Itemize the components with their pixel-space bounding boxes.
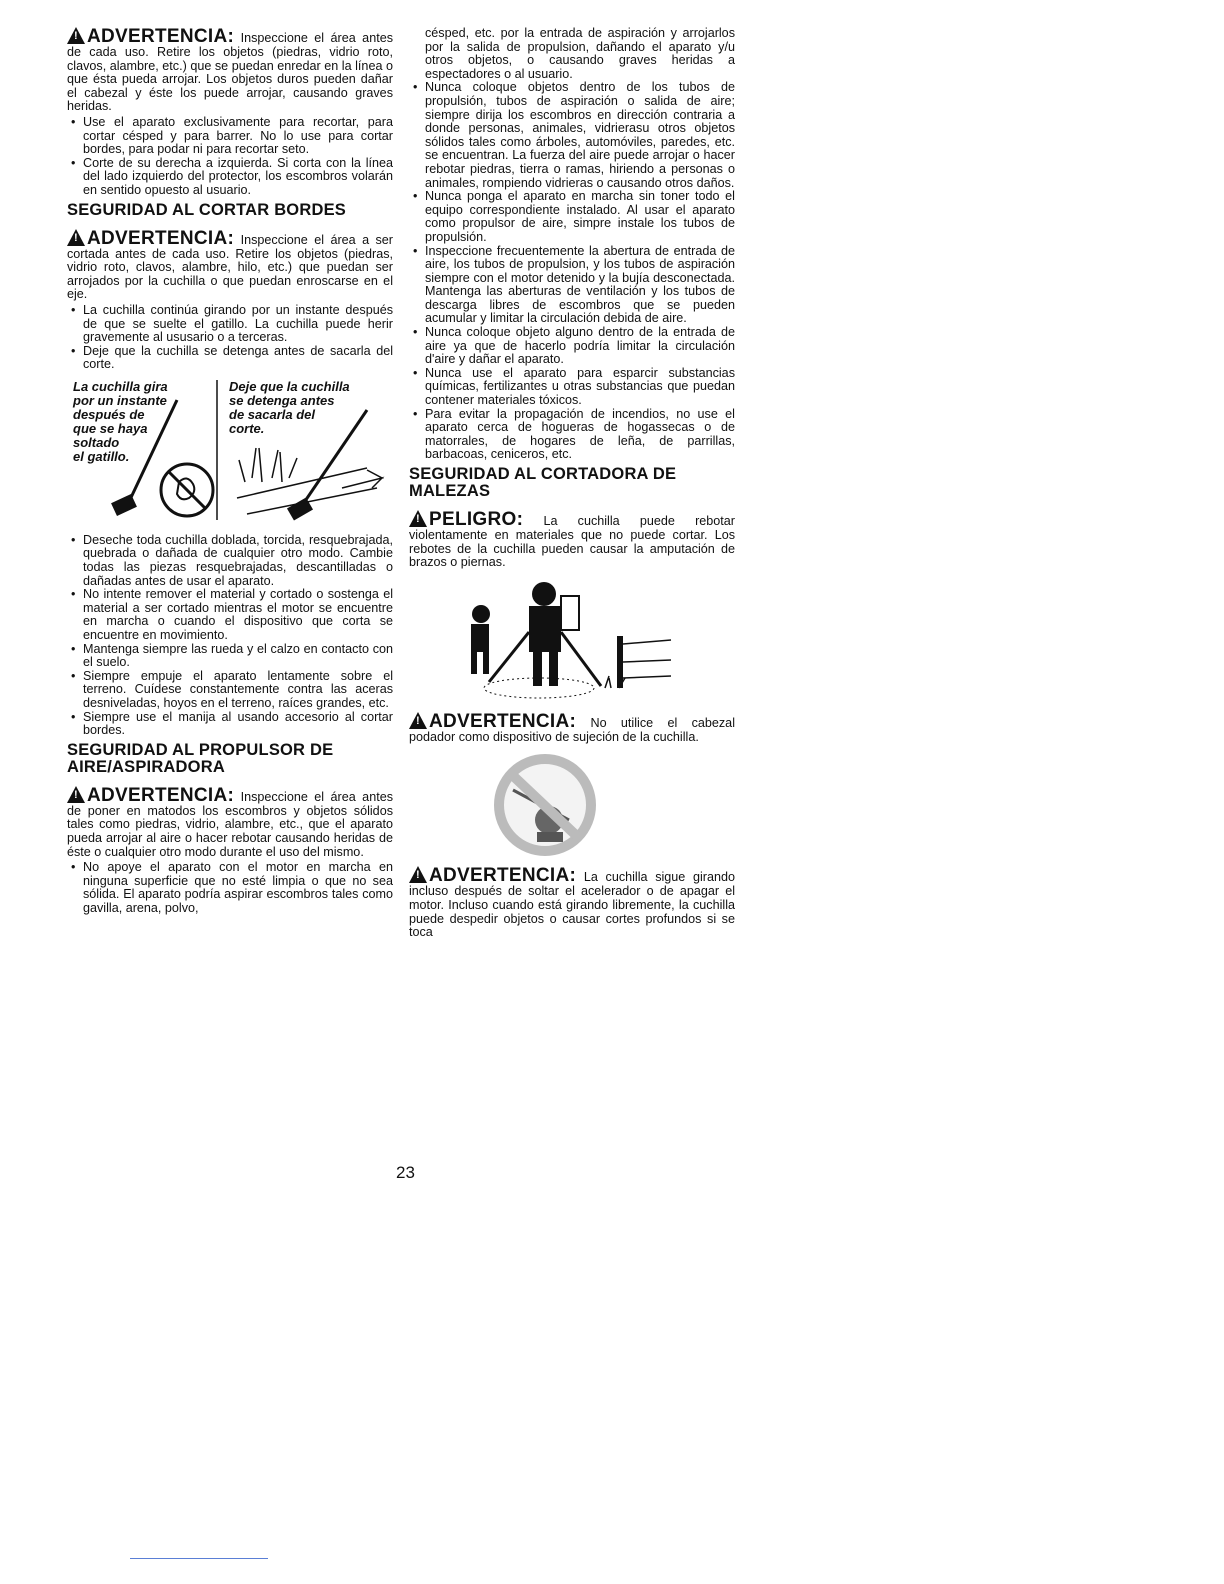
danger-notice: !PELIGRO: La cuchilla puede rebotar violentamente en materiales que no puede cortar. Los rebotes de la cuchilla pueden causar la amputación de brazos o piernas. bbox=[409, 510, 735, 570]
left-column bbox=[67, 27, 393, 916]
edger-blade-figure bbox=[67, 378, 393, 528]
list-item: • La cuchilla continúa girando por un instante después de que se suelte el gatillo. La cuchilla puede herir gravemente al ususario o a terceras. bbox=[67, 304, 393, 345]
no-trimmer-head-icon bbox=[409, 750, 735, 860]
bullet-list-1 bbox=[67, 116, 393, 198]
bullet-list-4 bbox=[67, 861, 393, 915]
figure-caption-left: La cuchilla gira por un instante después de que se haya soltado el gatillo. bbox=[73, 378, 168, 464]
footer-rule bbox=[130, 1558, 268, 1559]
list-item: • Siempre use el manija al usando accesorio al cortar bordes. bbox=[67, 711, 393, 738]
operator-figure bbox=[409, 576, 735, 706]
list-item: • Siempre empuje el aparato lentamente sobre el terreno. Cuídese constantemente contra las aceras desniveladas, hoyos en el terreno, raíces grandes, etc. bbox=[67, 670, 393, 711]
warning-2: !ADVERTENCIA: Inspeccione el área a ser cortada antes de cada uso. Retire los objetos (piedras, vidrio roto, clavos, alambre, hilo, etc.) que puedan ser arrojados por la cuchilla o que puedan enroscarse en el eje. bbox=[67, 229, 393, 302]
list-item: • Nunca ponga el aparato en marcha sin toner todo el equipo correspondiente instalado. Al usar el aparato como propulsor de aire, simpre instale los tubos de propulsión. bbox=[409, 190, 735, 244]
bullet-list-5 bbox=[409, 81, 735, 462]
prohibition-figure bbox=[409, 750, 735, 860]
warning-5: !ADVERTENCIA: La cuchilla sigue girando incluso después de soltar el acelerador o de apagar el motor. Incluso cuando está girando libremente, la cuchilla puede despedir objetos o causar cortes profundos si se toca bbox=[409, 866, 735, 939]
list-item: • Use el aparato exclusivamente para recortar, para cortar césped y para barrer. No lo use para cortar bordes, para podar ni para recortar seto. bbox=[67, 116, 393, 157]
list-item: • No intente remover el material y cortado o sostenga el material a ser cortado mientras el motor se encuentre en marcha o cuando el dispositivo que corta se encuentre en movimiento. bbox=[67, 588, 393, 642]
bullet-list-3 bbox=[67, 534, 393, 738]
warning-triangle-icon bbox=[409, 712, 427, 729]
edger-illustration bbox=[67, 378, 393, 528]
section-heading-blower: SEGURIDAD AL PROPULSOR DE AIRE/ASPIRADORA bbox=[67, 740, 334, 776]
operator-bystander-illustration bbox=[409, 576, 735, 706]
list-item: • Nunca coloque objetos dentro de los tubos de propulsión, tubos de aspiración o salida de aire; siempre dirija los escombros en dirección contraria a donde personas, animales, vidrierasu otros objetos sólidos tales como árboles, automóviles, paredes, etc. se encuentran. La fuerza del aire puede arrojar o hacer rebotar piedras, tierra o ramas, hiriendo a personas o animales, rompiendo vidrieras o causando otros daños. bbox=[409, 81, 735, 190]
warning-4: !ADVERTENCIA: No utilice el cabezal podador como dispositivo de sujeción de la cuchilla. bbox=[409, 712, 735, 745]
list-item: • Deje que la cuchilla se detenga antes de sacarla del corte. bbox=[67, 345, 393, 372]
warning-3: !ADVERTENCIA: Inspeccione el área antes de poner en matodos los escombros y objetos sólidos tales como piedras, vidrio, alambre, etc., que el aparato pueda arrojar al aire o hacer rebotar causando heridas de éste o cualquier otro modo durante el uso del mismo. bbox=[67, 786, 393, 859]
list-item: • Para evitar la propagación de incendios, no use el aparato cerca de hogueras de hogassecas o de matorrales, de hogares de leña, de parrillas, barbacoas, ceniceros, etc. bbox=[409, 408, 735, 462]
warning-1: !ADVERTENCIA: Inspeccione el área antes de cada uso. Retire los objetos (piedras, vidrio roto, clavos, alambre, etc.) que se puedan enredar en la línea o que ésta pueda arrojar. Los objetos duros pueden dañar el cabezal y éste los puede arrojar, causando graves heridas. bbox=[67, 27, 393, 114]
list-item: • Nunca use el aparato para esparcir substancias químicas, fertilizantes u otras substancias que puedan contener materiales tóxicos. bbox=[409, 367, 735, 408]
page-number: 23 bbox=[396, 1163, 415, 1182]
figure-caption-right: Deje que la cuchilla se detenga antes de sacarla del corte. bbox=[229, 378, 350, 436]
warning-triangle-icon bbox=[67, 786, 85, 803]
section-heading-brushcutter: SEGURIDAD AL CORTADORA DE MALEZAS bbox=[409, 465, 677, 500]
list-item: • Mantenga siempre las rueda y el calzo en contacto con el suelo. bbox=[67, 643, 393, 670]
continued-text: césped, etc. por la entrada de aspiración y arrojarlos por la salida de propulsion, dañando el aparato y/u otros objetos, o causando graves heridas a espectadores o al usuario. bbox=[425, 26, 735, 81]
warning-triangle-icon bbox=[409, 866, 427, 883]
section-heading-edging: SEGURIDAD AL CORTAR BORDES bbox=[67, 200, 346, 219]
list-item: • Inspeccione frecuentemente la abertura de entrada de aire, los tubos de propulsion, y los tubos de aspiración siempre con el motor detenido y la bujía desconectada. Mantenga las aberturas de ventilación y los tubos de descarga libres de escombros que se pueden acumular y limitar la circulación debida de aire. bbox=[409, 245, 735, 327]
right-column bbox=[409, 27, 735, 942]
warning-triangle-icon bbox=[67, 27, 85, 44]
list-item: • Nunca coloque objeto alguno dentro de la entrada de aire ya que de hacerlo podría limitar la circulación d'aire y dañar el aparato. bbox=[409, 326, 735, 367]
warning-triangle-icon bbox=[67, 229, 85, 246]
bullet-list-2 bbox=[67, 304, 393, 372]
list-item: • No apoye el aparato con el motor en marcha en ninguna superficie que no esté limpia o que no sea sólida. El aparato podría aspirar escombros tales como gavilla, arena, polvo, bbox=[67, 861, 393, 915]
warning-triangle-icon bbox=[409, 510, 427, 527]
list-item: • Deseche toda cuchilla doblada, torcida, resquebrajada, quebrada o dañada de cualquier otro modo. Cambie todas las piezas resquebrajadas, descantilladas o dañadas antes de usar el aparato. bbox=[67, 534, 393, 588]
list-item: • Corte de su derecha a izquierda. Si corta con la línea del lado izquierdo del protector, los escombros volarán en sentido opuesto al usuario. bbox=[67, 157, 393, 198]
